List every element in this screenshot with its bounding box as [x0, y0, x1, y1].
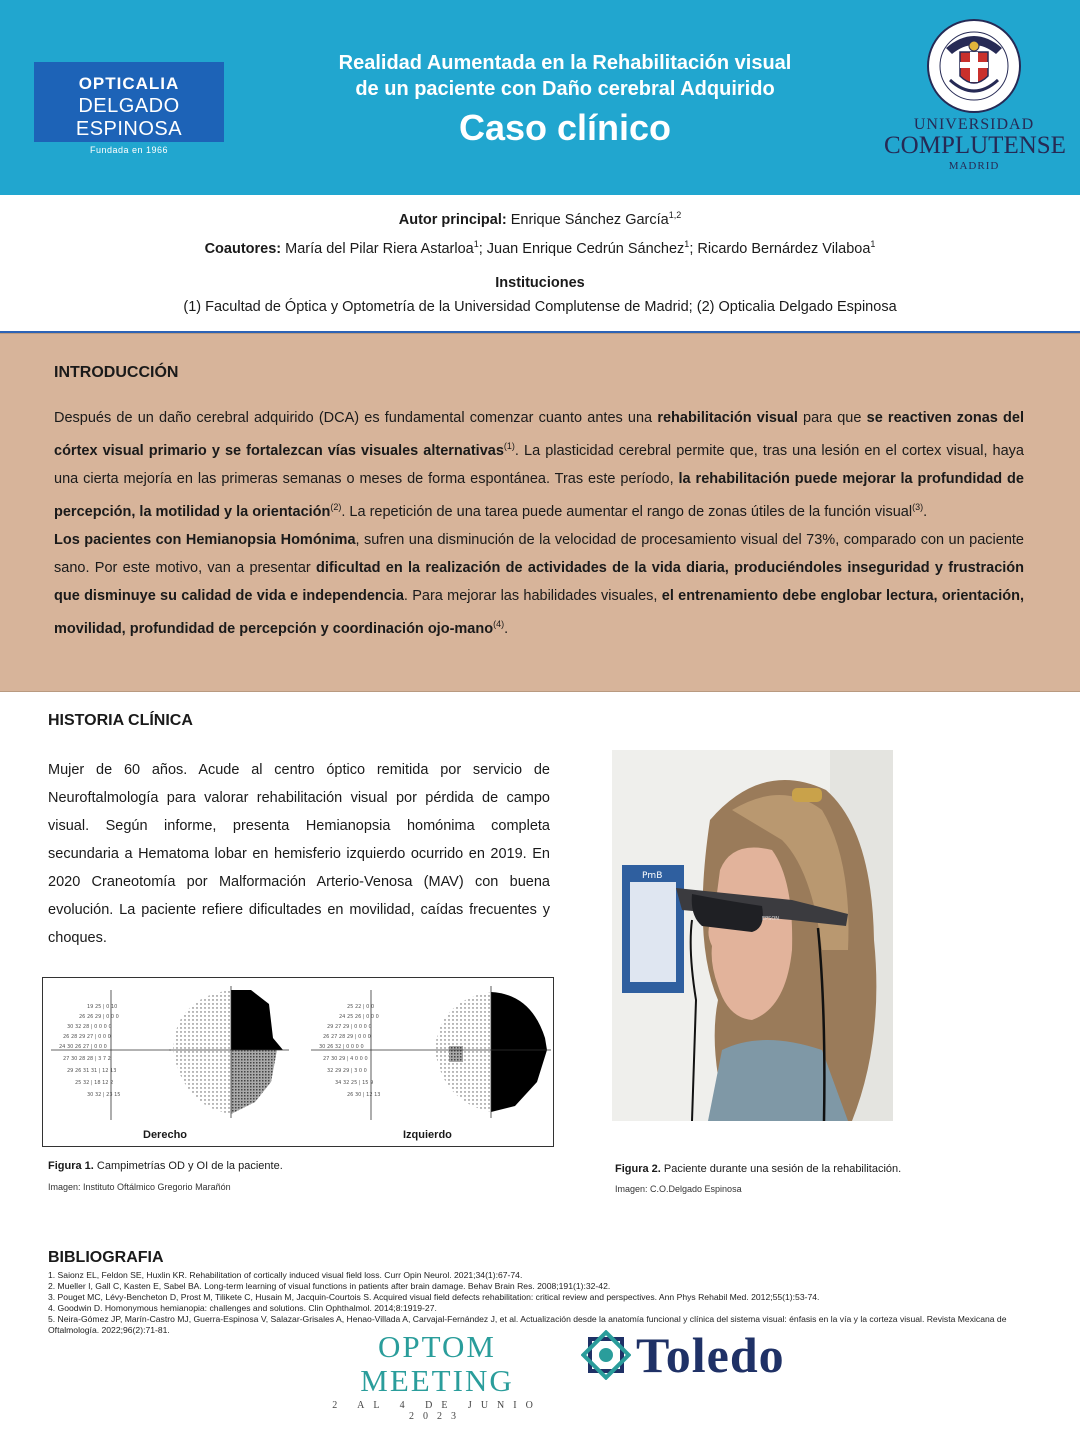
svg-text:30 26 32 | 0 0 0 0: 30 26 32 | 0 0 0 0: [319, 1044, 364, 1050]
od-greyscale-field: [169, 986, 289, 1118]
star-ornament-icon: [581, 1330, 631, 1380]
coauthors-label: Coautores:: [204, 240, 282, 257]
coauthor-2: Juan Enrique Cedrún Sánchez: [486, 240, 685, 257]
svg-text:32 29 29 | 3 0 0: 32 29 29 | 3 0 0: [327, 1068, 367, 1074]
intro-p2-c: dificultad en la realización de actividades de la vida diaria, produciéndoles inseguridad y frustración que disminuye su calidad de vida e independencia: [54, 559, 1024, 604]
patient-photo-illustration: [612, 750, 893, 1121]
intro-p2-a: Los pacientes con Hemianopsia Homónima: [54, 531, 356, 548]
label-izquierdo: Izquierdo: [403, 1129, 452, 1141]
city-name: Toledo: [636, 1327, 785, 1383]
institutions-label: [0, 273, 1080, 293]
svg-text:30 32 | 23 15: 30 32 | 23 15: [87, 1092, 121, 1098]
intro-section: [0, 333, 1080, 692]
figure-2-caption-text: Paciente durante una sesión de la rehabilitación.: [660, 1163, 902, 1175]
coauthor-1-sup: 1: [473, 238, 479, 249]
ucm-line3: MADRID: [948, 160, 1000, 172]
ucm-line2: COMPLUTENSE: [884, 132, 1066, 159]
figure-2-source: Imagen: C.O.Delgado Espinosa: [615, 1184, 742, 1194]
title-main: Caso clínico: [458, 107, 672, 148]
figure-1-source: Imagen: Instituto Oftálmico Gregorio Marañón: [48, 1182, 231, 1192]
bib-item: 2. Mueller I, Gall C, Kasten E, Sabel BA. Long-term learning of visual functions in patients after brain damage. Behav Brain Res. 2008;191(1):32-42.: [48, 1281, 611, 1291]
svg-text:30 32 28 | 0 0 0 0: 30 32 28 | 0 0 0 0: [67, 1024, 112, 1030]
optom-meeting-logo: [303, 1330, 571, 1422]
intro-p1-e: . La plasticidad cerebral permite que, tras una lesión en el cortex visual, haya una cierta mejoría en las primeras semanas o meses de forma espontánea. Tras este período,: [54, 442, 1024, 487]
coauthor-3-sup: 1: [870, 238, 876, 249]
figure-1-caption-text: Campimetrías OD y OI de la paciente.: [93, 1160, 283, 1172]
bibliography-title: BIBLIOGRAFIA: [48, 1249, 164, 1266]
intro-p1-d: se reactiven zonas del córtex visual primario y se fortalezcan vías visuales alternativas: [54, 410, 1024, 459]
coauthors: [0, 234, 1080, 259]
ref-2: (2): [330, 501, 342, 512]
intro-p2-e: el entrenamiento debe englobar lectura, orientación, movilidad, profundidad de percepción y coordinación ojo-mano: [54, 587, 1025, 637]
logo-line3: Fundada en 1966: [89, 145, 169, 155]
svg-text:19 25 | 0 10: 19 25 | 0 10: [87, 1004, 118, 1010]
opticalia-logo: [34, 62, 224, 155]
pmb-sign: [622, 865, 684, 993]
intro-title: INTRODUCCIÓN: [54, 364, 179, 381]
od-numeric-map: [51, 990, 171, 1120]
authors-block: [0, 205, 1080, 321]
coauthor-1: María del Pilar Riera Astarloa: [285, 240, 474, 257]
figure-2-caption-label: Figura 2.: [615, 1163, 661, 1175]
bibliography-list: [48, 1270, 1033, 1336]
svg-text:25 32 | 18 12 2: 25 32 | 18 12 2: [75, 1080, 114, 1086]
svg-text:29 26 31 31 | 12 13: 29 26 31 31 | 12 13: [67, 1068, 117, 1074]
svg-text:26 28 29 27 | 0 0 0: 26 28 29 27 | 0 0 0: [63, 1034, 111, 1040]
bib-item: 3. Pouget MC, Lévy-Bencheton D, Prost M, Tilikete C, Husain M, Jacquin-Courtois S. Acquired visual field defects rehabilitation: critical review and perspectives. Ann Phys Rehabil Med. 2012;55(1):53-74.: [48, 1292, 820, 1302]
svg-text:26 26 29 | 0 0 0: 26 26 29 | 0 0 0: [79, 1014, 119, 1020]
intro-p2-b: , sufren una disminución de la velocidad de procesamiento visual del 73%, comparado con un paciente sano. Por este motivo, van a presentar: [54, 531, 1024, 576]
intro-text: [54, 404, 1024, 642]
historia-title: HISTORIA CLÍNICA: [48, 712, 193, 729]
main-author-label: Autor principal:: [398, 211, 507, 228]
oi-numeric-map: [311, 990, 431, 1120]
label-derecho: Derecho: [143, 1129, 188, 1141]
intro-p1-g: . La repetición de una tarea puede aumentar el rango de zonas útiles de la función visual: [341, 503, 913, 520]
svg-text:24 30 26 27 | 0 0 0: 24 30 26 27 | 0 0 0: [59, 1044, 107, 1050]
figure-1-caption-label: Figura 1.: [48, 1160, 94, 1172]
institutions-heading: Instituciones: [495, 274, 585, 291]
figure-2-caption: [615, 1163, 901, 1175]
coauthor-3: Ricardo Bernárdez Vilaboa: [697, 240, 871, 257]
bib-item: 5. Neira-Gómez JP, Marín-Castro MJ, Guerra-Espinosa V, Salazar-Grisales A, Henao-Villada A, Carvajal-Fernández J, et al. Actualización desde la anatomía funcional y clínica del sistema visual: énfasis en la vía y la corteza visual. Revista Mexicana de Oftalmología. 2022;96(2):71-81.: [48, 1314, 1007, 1335]
bib-item: 1. Saionz EL, Feldon SE, Huxlin KR. Rehabilitation of cortically induced visual field loss. Curr Opin Neurol. 2021;34(1):67-74.: [48, 1270, 523, 1280]
event-dates: 2 AL 4 DE JUNIO 2023: [332, 1400, 542, 1422]
svg-text:26 30 | 12 13: 26 30 | 12 13: [347, 1092, 381, 1098]
institutions-text: (1) Facultad de Óptica y Optometría de la Universidad Complutense de Madrid; (2) Opticalia Delgado Espinosa: [183, 298, 897, 315]
ucm-logo: [884, 18, 1064, 183]
ref-1: (1): [503, 441, 515, 451]
ucm-line1: UNIVERSIDAD: [913, 116, 1035, 133]
coauthor-2-sup: 1: [684, 238, 690, 249]
coauthor-sep: ;: [478, 240, 487, 257]
svg-text:25 22 | 0 0: 25 22 | 0 0: [347, 1004, 375, 1010]
poster-title: [250, 50, 880, 150]
figure-1-caption: [48, 1160, 283, 1172]
svg-text:29 27 29 | 0 0 0 0: 29 27 29 | 0 0 0 0: [327, 1024, 372, 1030]
main-author-name: Enrique Sánchez García: [510, 211, 669, 228]
ucm-seal-icon: [926, 18, 1022, 114]
svg-text:34 32 25 | 15 9: 34 32 25 | 15 9: [335, 1080, 374, 1086]
device-label: EPSON: [762, 916, 780, 922]
svg-text:27 30 28 28 | 3 7 2: 27 30 28 28 | 3 7 2: [63, 1056, 111, 1062]
svg-text:24 25 26 | 0 0 0: 24 25 26 | 0 0 0: [339, 1014, 379, 1020]
logo-line1: OPTICALIA: [78, 74, 180, 93]
logo-line2: DELGADO ESPINOSA: [75, 95, 183, 140]
bib-item: 4. Goodwin D. Homonymous hemianopia: challenges and solutions. Clin Ophthalmol. 2014;8:1919-27.: [48, 1303, 437, 1313]
header-banner: [0, 0, 1080, 195]
main-author: [0, 205, 1080, 230]
campimetry-graphic: [43, 978, 555, 1148]
svg-text:27 30 29 | 4 0 0 0: 27 30 29 | 4 0 0 0: [323, 1056, 368, 1062]
pmb-sign-label: PmB: [642, 871, 663, 881]
main-author-sup: 1,2: [668, 210, 682, 220]
intro-p1-h: .: [923, 503, 928, 520]
figure-1-campimetry: [42, 977, 554, 1147]
svg-text:26 27 28 29 | 0 0 0: 26 27 28 29 | 0 0 0: [323, 1034, 371, 1040]
figure-2-photo: [612, 750, 893, 1121]
historia-text: Mujer de 60 años. Acude al centro óptico remitida por servicio de Neuroftalmología para valorar rehabilitación visual por pérdida de campo visual. Según informe, presenta Hemianopsia homónima completa secundaria a Hematoma lobar en hemisferio izquierdo ocurrido en 2019. En 2020 Craneotomía por Malformación Arterio-Venosa (MAV) con buena evolución. La paciente refiere dificultades en movilidad, caídas frecuentes y choques.: [48, 762, 550, 946]
coauthor-sep: ;: [689, 240, 698, 257]
ref-4: (4): [493, 618, 505, 629]
oi-greyscale-field: [431, 986, 551, 1118]
event-name: OPTOM MEETING: [360, 1329, 514, 1398]
title-line2: de un paciente con Daño cerebral Adquirido: [355, 78, 775, 100]
ref-3: (3): [912, 501, 924, 512]
intro-p1-c: para que: [797, 410, 867, 426]
intro-p1-a: Después de un daño cerebral adquirido (DCA) es fundamental comenzar cuanto antes una: [54, 410, 658, 426]
intro-p1-f: la rehabilitación puede mejorar la profundidad de percepción, la motilidad y la orientación: [54, 470, 1024, 520]
title-line1: Realidad Aumentada en la Rehabilitación visual: [338, 52, 792, 74]
intro-p2-d: . Para mejorar las habilidades visuales,: [403, 587, 662, 604]
intro-p1-b: rehabilitación visual: [657, 410, 798, 426]
intro-p2-f: .: [504, 620, 509, 637]
